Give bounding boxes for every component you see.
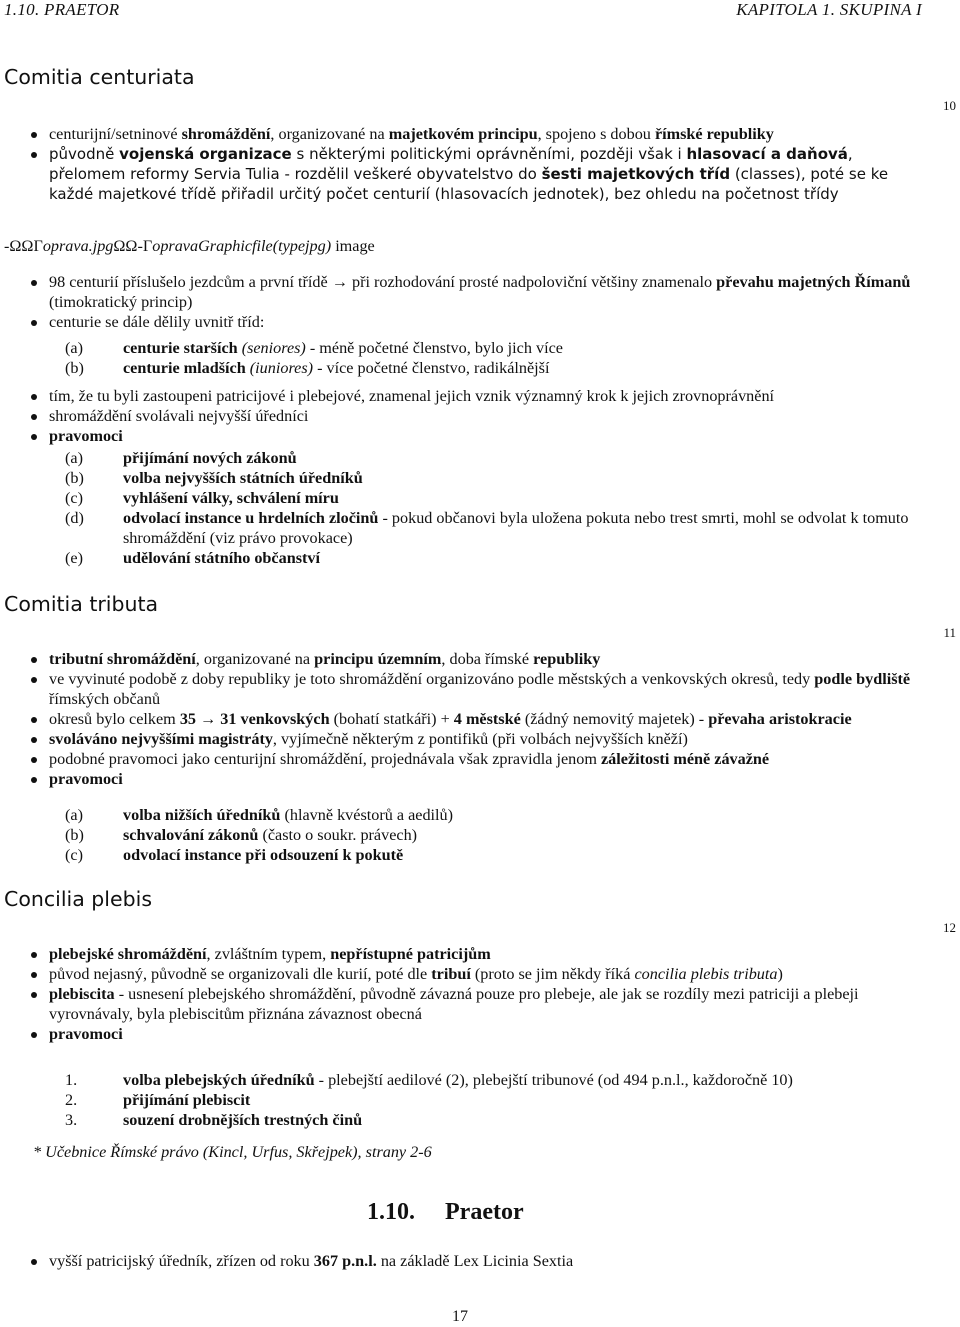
- bullet-list: [0, 1251, 922, 1271]
- list-item: centurie se dále dělily uvnitř tříd:: [0, 312, 922, 332]
- section-title-comitia-tributa: Comitia tributa: [4, 592, 159, 616]
- sub-list: [0, 805, 922, 865]
- list-item: tributní shromáždění, organizované na principu územním, doba římské republiky: [0, 649, 922, 669]
- list-item: svoláváno nejvyššími magistráty, vyjímečně některým z pontifiků (při volbách nejvyšších kněží): [0, 729, 922, 749]
- bullet-list: [0, 272, 922, 332]
- list-item: tím, že tu byli zastoupeni patricijové i plebejové, znamenal jejich vznik významný krok k jejich zrovnoprávnění: [0, 386, 922, 406]
- list-item: pravomoci: [0, 1024, 922, 1044]
- section-title-concilia-plebis: Concilia plebis: [4, 887, 152, 911]
- footnote: * Učebnice Římské právo (Kincl, Urfus, Skřejpek), strany 2-6: [33, 1143, 432, 1161]
- list-item: vyšší patricijský úředník, zřízen od roku 367 p.n.l. na základě Lex Licinia Sextia: [0, 1251, 922, 1271]
- sub-list: [0, 448, 922, 568]
- sub-item: (b) volba nejvyšších státních úředníků: [65, 469, 363, 487]
- sub-item: (a) přijímání nových zákonů: [65, 449, 297, 467]
- margin-number: 12: [943, 920, 956, 935]
- sub-item: (a) centurie starších (seniores) - méně početné členstvo, bylo jich více: [65, 339, 563, 357]
- sub-item: (d) odvolací instance u hrdelních zločinů - pokud občanovi byla uložena pokuta nebo trest smrti, mohl se odvolat k tomuto shromáždění (viz právo provokace): [65, 509, 909, 547]
- image-placeholder-text: -ΩΩΓoprava.jpgΩΩ-ΓopravaGraphicfile(typejpg) image: [4, 237, 375, 255]
- header-right: KAPITOLA 1. SKUPINA I: [736, 0, 922, 19]
- sub-list: [0, 338, 922, 378]
- list-item: okresů bylo celkem 35 → 31 venkovských (bohatí statkáři) + 4 městské (žádný nemovitý majetek) - převaha aristokracie: [0, 709, 922, 729]
- list-item: podobné pravomoci jako centurijní shromáždění, projednávala však zpravidla jenom záležitosti méně závažné: [0, 749, 922, 769]
- list-item: pravomoci: [0, 769, 922, 789]
- numbered-list: [0, 1070, 922, 1130]
- sub-item: (c) odvolací instance při odsouzení k pokutě: [65, 846, 404, 864]
- list-item: pravomoci: [0, 426, 922, 446]
- list-item: centurijní/setninové shromáždění, organizované na majetkovém principu, spojeno s dobou římské republiky: [0, 124, 922, 144]
- sub-item: (b) centurie mladších (iuniores) - více početné členstvo, radikálnější: [65, 359, 550, 377]
- section-title-comitia-centuriata: Comitia centuriata: [4, 65, 195, 89]
- header-left: 1.10. PRAETOR: [4, 0, 120, 19]
- sub-item: (e) udělování státního občanství: [65, 549, 320, 567]
- sub-item: 3. souzení drobnějších trestných činů: [65, 1111, 363, 1129]
- list-item: plebiscita - usnesení plebejského shromáždění, původně závazná pouze pro plebeje, ale jak se rozdíly mezi patriciji a plebeji vyrovnávaly, byla plebiscitům přiznána závaznost obecná: [0, 984, 922, 1024]
- bullet-list: [0, 649, 922, 789]
- bullet-list: [0, 386, 922, 446]
- running-header: [4, 0, 922, 22]
- list-item: shromáždění svolávali nejvyšší úředníci: [0, 406, 922, 426]
- sub-item: 1. volba plebejských úředníků - plebejští aedilové (2), plebejští tribunové (od 494 p.n.l., každoročně 10): [65, 1071, 793, 1089]
- bullet-list: [0, 124, 922, 204]
- sub-item: 2. přijímání plebiscit: [65, 1091, 251, 1109]
- list-item: plebejské shromáždění, zvláštním typem, nepřístupné patricijům: [0, 944, 922, 964]
- sub-item: (a) volba nižších úředníků (hlavně kvéstorů a aedilů): [65, 806, 454, 824]
- sub-item: (b) schvalování zákonů (často o soukr. právech): [65, 826, 418, 844]
- list-item: ve vyvinuté podobě z doby republiky je toto shromáždění organizováno podle městských a venkovských okresů, tedy podle bydliště římských občanů: [0, 669, 922, 709]
- margin-number: 11: [943, 625, 956, 640]
- chapter-heading: 1.10. Praetor: [367, 1199, 524, 1225]
- sub-item: (c) vyhlášení války, schválení míru: [65, 489, 339, 507]
- bullet-list: [0, 944, 922, 1044]
- list-item: původně vojenská organizace s některými politickými oprávněními, později však i hlasovací a daňová, přelomem reformy Servia Tulia - rozdělil veškeré obyvatelstvo do šesti majetkových tříd (classes), poté se ke každé majetkové třídě přiřadil určitý počet centurií (hlasovacích jednotek), bez ohledu na početnost třídy: [0, 144, 922, 204]
- page-number: 17: [452, 1308, 468, 1325]
- list-item: původ nejasný, původně se organizovali dle kurií, poté dle tribuí (proto se jim někdy říká concilia plebis tributa): [0, 964, 922, 984]
- margin-number: 10: [943, 98, 956, 113]
- list-item: 98 centurií příslušelo jezdcům a první třídě → při rozhodování prosté nadpoloviční většiny znamenalo převahu majetných Římanů (timokratický princip): [0, 272, 922, 312]
